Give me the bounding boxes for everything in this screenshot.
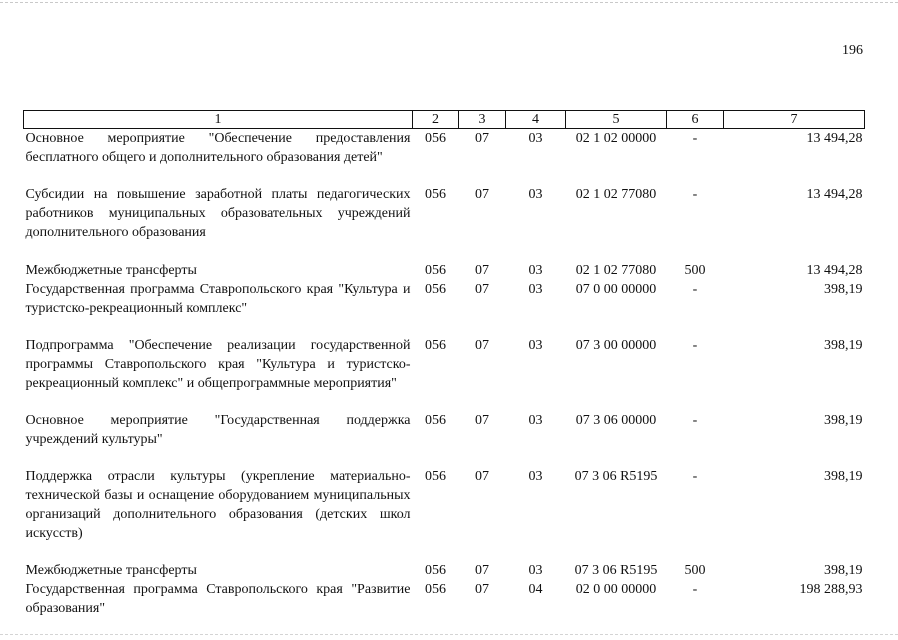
row-expense-type: - — [692, 413, 698, 428]
row-name: Основное мероприятие "Государственная поддержка учреждений культуры" — [25, 413, 411, 447]
row-expense-type: - — [692, 338, 698, 353]
row-name: Поддержка отрасли культуры (укрепление материально-технической базы и оснащение оборудованием муниципальных организаций дополнительного образования (детских школ искусств) — [25, 469, 411, 541]
row-amount: 13 494,28 — [806, 187, 863, 202]
row-section: 07 — [475, 263, 489, 278]
row-code: 056 — [425, 413, 446, 428]
row-name: Межбюджетные трансферты — [25, 563, 197, 578]
row-target: 07 0 00 00000 — [575, 282, 657, 297]
row-subsection: 03 — [528, 469, 543, 484]
row-target: 07 3 06 R5195 — [574, 469, 658, 484]
row-expense-type: - — [692, 582, 698, 597]
col-header-4: 4 — [506, 111, 566, 129]
row-code: 056 — [425, 282, 446, 297]
row-expense-type: 500 — [684, 263, 706, 278]
row-code: 056 — [425, 469, 446, 484]
row-section: 07 — [475, 563, 489, 578]
row-amount: 198 288,93 — [799, 582, 863, 597]
row-amount: 398,19 — [824, 469, 863, 484]
row-subsection: 03 — [528, 282, 543, 297]
row-target: 07 3 00 00000 — [575, 338, 657, 353]
row-amount: 398,19 — [824, 338, 863, 353]
row-name: Государственная программа Ставропольского края "Развитие образования" — [25, 582, 411, 616]
budget-table — [23, 110, 865, 618]
row-section: 07 — [475, 131, 489, 146]
row-expense-type: - — [692, 131, 698, 146]
row-code: 056 — [425, 131, 446, 146]
row-section: 07 — [475, 413, 489, 428]
table-row — [24, 580, 865, 618]
row-name: Основное мероприятие "Обеспечение предоставления бесплатного общего и дополнительного образования детей" — [25, 131, 411, 165]
page-number: 196 — [842, 43, 863, 58]
row-target: 02 1 02 77080 — [575, 263, 657, 278]
row-amount: 13 494,28 — [806, 131, 863, 146]
row-amount: 398,19 — [824, 282, 863, 297]
row-subsection: 04 — [528, 582, 543, 597]
row-name: Субсидии на повышение заработной платы педагогических работников муниципальных образовательных учреждений дополнительного образования — [25, 187, 411, 240]
row-subsection: 03 — [528, 263, 543, 278]
row-name: Государственная программа Ставропольского края "Культура и туристско-рекреационный комплекс" — [25, 282, 411, 316]
row-name: Подпрограмма "Обеспечение реализации государственной программы Ставропольского края "Культура и туристско-рекреационный комплекс" и общепрограммные мероприятия" — [25, 338, 411, 391]
row-subsection: 03 — [528, 338, 543, 353]
row-subsection: 03 — [528, 563, 543, 578]
row-section: 07 — [475, 282, 489, 297]
row-section: 07 — [475, 582, 489, 597]
table-row — [24, 336, 865, 411]
row-expense-type: - — [692, 469, 698, 484]
row-expense-type: - — [692, 282, 698, 297]
col-header-5: 5 — [566, 111, 667, 129]
row-code: 056 — [425, 187, 446, 202]
row-amount: 13 494,28 — [806, 263, 863, 278]
row-code: 056 — [425, 263, 446, 278]
row-section: 07 — [475, 338, 489, 353]
table-row — [24, 411, 865, 467]
row-section: 07 — [475, 187, 489, 202]
col-header-7: 7 — [724, 111, 865, 129]
row-subsection: 03 — [528, 413, 543, 428]
table-row — [24, 129, 865, 186]
col-header-6: 6 — [667, 111, 724, 129]
row-code: 056 — [425, 563, 446, 578]
table-row — [24, 561, 865, 580]
row-target: 07 3 06 R5195 — [574, 563, 658, 578]
row-target: 02 1 02 00000 — [575, 131, 657, 146]
row-section: 07 — [475, 469, 489, 484]
row-expense-type: 500 — [684, 563, 706, 578]
table-row — [24, 280, 865, 336]
row-amount: 398,19 — [824, 413, 863, 428]
table-row — [24, 467, 865, 561]
row-code: 056 — [425, 582, 446, 597]
col-header-3: 3 — [459, 111, 506, 129]
scan-edge-top — [0, 2, 898, 3]
table-row — [24, 185, 865, 261]
row-subsection: 03 — [528, 131, 543, 146]
table-header-row — [24, 111, 865, 129]
row-code: 056 — [425, 338, 446, 353]
row-expense-type: - — [692, 187, 698, 202]
row-amount: 398,19 — [824, 563, 863, 578]
row-target: 02 0 00 00000 — [575, 582, 657, 597]
table-row — [24, 261, 865, 280]
row-target: 02 1 02 77080 — [575, 187, 657, 202]
row-target: 07 3 06 00000 — [575, 413, 657, 428]
col-header-2: 2 — [413, 111, 459, 129]
col-header-1: 1 — [24, 111, 413, 129]
row-subsection: 03 — [528, 187, 543, 202]
row-name: Межбюджетные трансферты — [25, 263, 197, 278]
scan-edge-bottom — [0, 634, 898, 635]
